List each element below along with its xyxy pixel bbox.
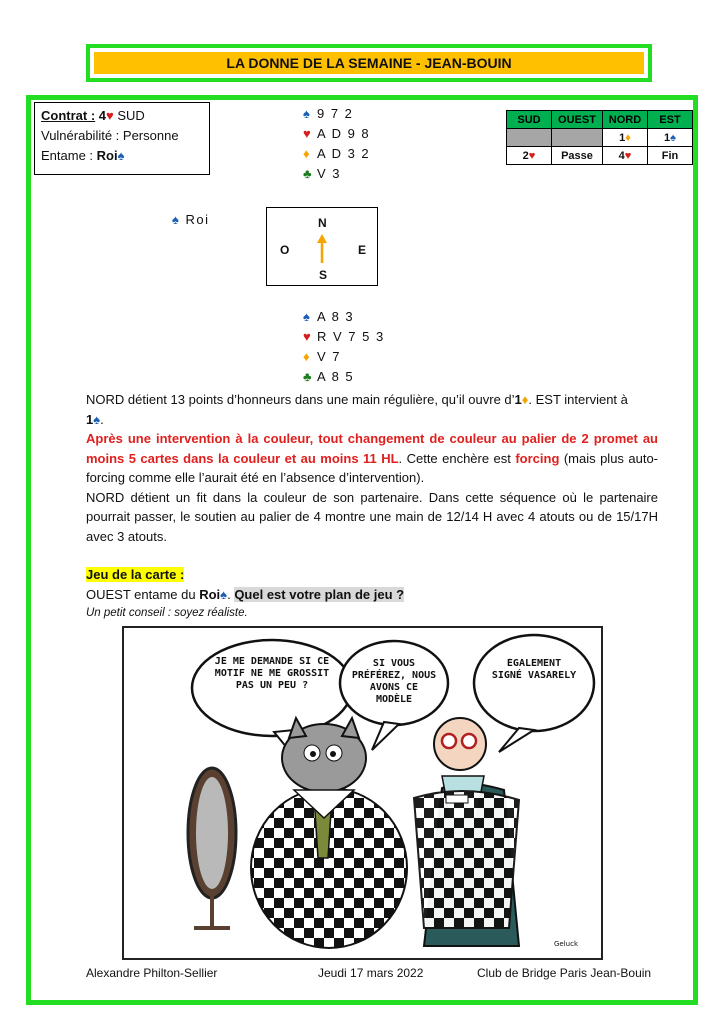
compass-north: N: [318, 216, 327, 230]
p4-dot: .: [227, 586, 235, 602]
paragraph-3: NORD détient un fit dans la couleur de son partenaire. Dans cette séquence où le partenaire pourrait passer, le soutien au palier de 4 montre une main de 12/14 H avec 4 atouts ou de 15/17H avec 3 atouts.: [86, 489, 658, 544]
p2-red: Après une intervention à la couleur, tout changement de couleur au palier de 2 promet au moins 5 cartes dans la couleur et au moins 11 HL: [86, 431, 658, 466]
p4-card: Roi: [199, 586, 221, 602]
heart-icon: ♥: [303, 329, 311, 344]
p1-text: NORD détient 13 points d’honneurs dans une main régulière, qu’il ouvre d’: [86, 392, 515, 407]
bid-est-1: 1: [664, 131, 671, 144]
bid-nord-2: 4: [618, 149, 625, 162]
compass-east: E: [358, 243, 367, 257]
bid-cell: [603, 147, 648, 165]
north-hearts: A D 9 8: [317, 126, 371, 141]
bubble-1-text: JE ME DEMANDE SI CE MOTIF NE ME GROSSIT PAS UN PEU ?: [214, 656, 330, 691]
bubble-3-text: ÉGALEMENT SIGNÉ VASARELY: [491, 658, 577, 681]
header-banner: [86, 44, 652, 82]
lead-label: Entame :: [41, 148, 94, 163]
south-hearts: R V 7 5 3: [317, 329, 385, 344]
p4-question: Quel est votre plan de jeu ?: [234, 586, 405, 602]
p1-bid: 1: [514, 392, 522, 407]
heart-icon: ♥: [624, 149, 632, 162]
south-diamonds: V 7: [317, 349, 342, 364]
club-icon: ♣: [303, 369, 312, 384]
compass: [266, 207, 378, 286]
diamond-icon: ♦: [625, 131, 631, 144]
bid-ouest-2: Passe: [552, 147, 603, 165]
north-spades: 9 7 2: [317, 106, 354, 121]
contract-declarer: SUD: [117, 108, 145, 123]
svg-text:Geluck: Geluck: [554, 940, 579, 948]
cartoon-image: [122, 626, 603, 960]
p1-end: .: [100, 411, 104, 427]
p2-text: . Cette enchère est: [398, 450, 516, 466]
spade-icon: ♠: [220, 586, 228, 602]
diamond-icon: ♦: [521, 392, 529, 407]
bid-cell-empty: [552, 129, 603, 147]
contract-value: 4: [98, 108, 107, 123]
spade-icon: ♠: [93, 411, 101, 427]
p1-bid2: 1: [86, 411, 94, 427]
paragraph-1: [86, 390, 658, 429]
page-title: LA DONNE DE LA SEMAINE - JEAN-BOUIN: [94, 52, 644, 74]
diamond-icon: ♦: [303, 349, 310, 364]
bid-cell-empty: [507, 129, 552, 147]
paragraph-4: [86, 585, 658, 605]
south-spades: A 8 3: [317, 309, 355, 324]
footer-club: Club de Bridge Paris Jean-Bouin: [477, 966, 652, 980]
spade-icon: ♠: [172, 212, 181, 227]
heart-icon: ♥: [528, 149, 536, 162]
compass-south: S: [319, 268, 328, 282]
bid-cell: [603, 129, 648, 147]
bid-header-sud: SUD: [507, 111, 552, 129]
north-clubs: V 3: [317, 166, 342, 181]
spade-icon: ♠: [670, 131, 676, 144]
bid-header-ouest: OUEST: [552, 111, 603, 129]
north-hand: [303, 104, 370, 184]
bidding-table: [506, 110, 693, 165]
bid-header-nord: NORD: [603, 111, 648, 129]
bid-nord-1: 1: [619, 131, 626, 144]
spade-icon: ♠: [117, 148, 125, 163]
bubble-2-text: SI VOUS PRÉFÉREZ, NOUS AVONS CE MODÈLE: [351, 658, 437, 705]
vulnerability: Vulnérabilité : Personne: [41, 128, 179, 143]
p2-forcing: forcing: [515, 450, 560, 466]
lead-value: Roi: [96, 148, 118, 163]
heart-icon: ♥: [303, 126, 311, 141]
footer-date: Jeudi 17 mars 2022: [318, 966, 424, 980]
spade-icon: ♠: [303, 106, 310, 121]
bid-cell: [507, 147, 552, 165]
contract-label: Contrat :: [41, 108, 96, 123]
north-diamonds: A D 3 2: [317, 146, 371, 161]
bid-cell: [648, 129, 693, 147]
diamond-icon: ♦: [303, 146, 310, 161]
p1-text2: . EST intervient à: [528, 392, 628, 407]
west-lead-card: [172, 210, 210, 230]
bid-est-2: Fin: [648, 147, 693, 165]
heart-icon: ♥: [106, 108, 114, 123]
contract-box: [34, 102, 210, 175]
club-icon: ♣: [303, 166, 312, 181]
p2-text2: (mais plus auto-forcing comme elle l’aurait été en l’absence d’intervention).: [86, 450, 659, 485]
p4-text: OUEST entame du: [86, 586, 200, 602]
south-hand: [303, 307, 385, 387]
footer-author: Alexandre Philton-Sellier: [86, 966, 218, 980]
arrow-up-icon: [316, 233, 328, 265]
south-clubs: A 8 5: [317, 369, 355, 384]
compass-west: O: [280, 243, 290, 257]
west-lead: Roi: [185, 212, 210, 227]
bid-sud-2: 2: [522, 149, 529, 162]
paragraph-2: [86, 429, 658, 488]
bid-header-est: EST: [648, 111, 693, 129]
advice: Un petit conseil : soyez réaliste.: [86, 607, 248, 619]
spade-icon: ♠: [303, 309, 310, 324]
play-title: Jeu de la carte :: [86, 567, 185, 582]
analysis-text: [86, 390, 658, 624]
